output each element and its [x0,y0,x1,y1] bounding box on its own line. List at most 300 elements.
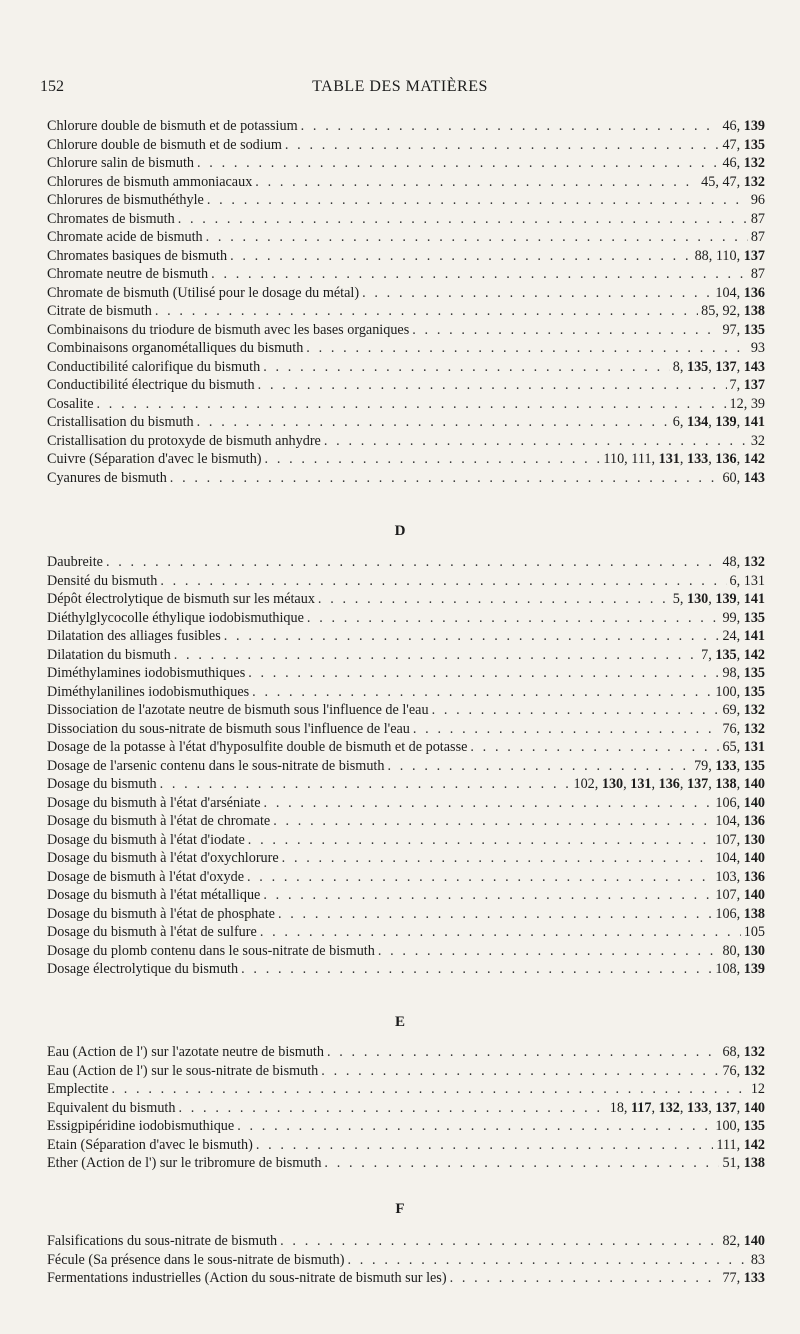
page-ref: 79 [694,757,709,774]
index-term: Ether (Action de l') sur le tribromure de bismuth [47,1155,322,1171]
page-references: 77, 133 [722,1270,765,1286]
index-entry [47,340,765,359]
dot-leader [97,396,727,413]
dot-leader [197,155,719,172]
page-ref: 87 [750,210,765,227]
page-ref: 140 [743,1099,765,1116]
dot-leader [241,961,712,978]
page-ref: 142 [743,646,765,663]
page-ref: 138 [743,1155,765,1171]
page-references: 6, 134, 139, 141 [672,414,765,430]
index-entry [47,174,765,193]
index-term: Chlorure double de bismuth et de sodium [47,136,282,153]
page-references: 8, 135, 137, 143 [672,358,765,375]
index-entry [47,396,765,415]
index-term: Dissociation de l'azotate neutre de bismuth sous l'influence de l'eau [47,702,429,718]
page-references: 108, 139 [715,961,765,977]
index-entry [47,1063,765,1082]
page-references: 104, 140 [715,850,765,866]
page-ref: 140 [743,776,765,792]
index-entry [47,647,765,666]
dot-leader [160,573,726,590]
page-ref: 12 [750,1081,765,1097]
index-term: Dosage du bismuth à l'état de phosphate [47,905,275,922]
page-references: 100, 135 [715,683,765,700]
page-references: 107, 130 [715,831,765,848]
page-ref: 87 [750,266,765,282]
page-ref: 99 [722,609,737,626]
page-ref: 32 [750,432,765,449]
index-entry [47,887,765,906]
index-term: Combinaisons organométalliques du bismuth [47,340,304,356]
page-ref: 82 [722,1233,737,1249]
page-ref: 12 [729,395,744,412]
index-term: Dosage du plomb contenu dans le sous-nitrate de bismuth [47,942,375,959]
dot-leader [307,610,720,627]
dot-leader [282,850,713,867]
index-entry [47,554,765,573]
index-term: Cosalite [47,395,94,412]
page-ref: 141 [743,591,765,607]
index-entry [47,832,765,851]
index-entry [47,721,765,740]
dot-leader [285,137,720,154]
page-ref: 77 [722,1270,737,1286]
index-term: Dépôt électrolytique de bismuth sur les métaux [47,591,315,607]
page-ref: 132 [743,155,765,171]
dot-leader [321,1063,719,1080]
page-ref: 135 [686,358,709,375]
dot-leader [248,665,719,682]
dot-leader [301,118,720,135]
page-ref: 139 [715,591,737,607]
dot-leader [258,377,727,394]
index-entry [47,665,765,684]
page-number: 152 [40,78,64,95]
page-references: 107, 140 [715,887,765,903]
index-term: Etain (Séparation d'avec le bismuth) [47,1136,253,1153]
page-header [0,78,800,100]
index-entry [47,924,765,943]
page-ref: 131 [743,572,765,589]
page-ref: 131 [743,739,765,755]
page-ref: 133 [743,1270,765,1286]
page-ref: 104 [715,813,737,829]
page-ref: 46 [722,118,737,134]
index-term: Dosage du bismuth à l'état de chromate [47,813,271,829]
dot-leader [237,1118,712,1135]
dot-leader [255,174,698,191]
page-ref: 142 [743,451,765,467]
page-ref: 136 [658,776,680,792]
page-ref: 60 [722,469,737,486]
index-entry [47,155,765,174]
page-ref: 139 [743,961,765,977]
page-ref: 143 [743,469,765,486]
page-ref: 137 [715,1099,737,1116]
dot-leader [306,340,748,357]
index-term: Chromates de bismuth [47,210,175,227]
index-entry [47,285,765,304]
dot-leader [278,906,712,923]
dot-leader [263,887,712,904]
index-entry [47,137,765,156]
page-references: 7, 137 [729,377,765,393]
index-term: Fermentations industrielles (Action du sous-nitrate de bismuth sur les) [47,1270,447,1286]
page-ref: 134 [686,414,709,430]
page-ref: 131 [658,451,680,467]
page-references: 110, 111, 131, 133, 136, 142 [603,451,765,467]
dot-leader [160,776,571,793]
page-ref: 135 [743,1118,765,1134]
index-entry [47,1081,765,1100]
page-references: 106, 140 [715,794,765,811]
page-ref: 6 [729,572,737,589]
page-ref: 105 [743,924,765,940]
page-references: 104, 136 [715,813,765,829]
dot-leader [170,470,720,487]
section-e-entries [47,1044,765,1174]
index-entry [47,211,765,230]
index-entry [47,377,765,396]
page-ref: 131 [630,776,652,792]
page-ref: 100 [715,1118,737,1134]
index-term: Dosage du bismuth à l'état d'oxychlorure [47,850,279,866]
dot-leader [111,1081,747,1098]
page-references: 85, 92, 138 [701,303,765,319]
page-ref: 130 [601,776,624,792]
page-ref: 18 [609,1099,624,1116]
index-entry [47,414,765,433]
index-entry [47,1233,765,1252]
index-entry [47,1270,765,1289]
index-term: Dosage électrolytique du bismuth [47,961,239,977]
page-ref: 83 [750,1251,765,1268]
page-references: 104, 136 [715,284,765,301]
page-ref: 138 [743,905,765,922]
page-ref: 139 [743,118,765,134]
dot-leader [324,433,748,450]
page-ref: 133 [715,757,737,774]
page-ref: 65 [722,739,737,755]
index-entry [47,1118,765,1137]
page-references: 103, 136 [715,868,765,885]
index-entry [47,118,765,137]
dot-leader [197,414,670,431]
dot-leader [265,451,601,468]
page-references: 48, 132 [722,554,765,570]
page-references: 24, 141 [722,628,765,644]
page-references: 6, 131 [729,572,765,589]
index-term: Eau (Action de l') sur l'azotate neutre de bismuth [47,1044,324,1060]
dot-leader [412,322,719,339]
page-ref: 110 [715,247,737,264]
index-entry [47,869,765,888]
dot-leader [280,1233,719,1250]
page-ref: 138 [743,303,765,319]
page-ref: 142 [743,1136,765,1153]
page-ref: 88 [694,247,709,264]
index-entry [47,573,765,592]
index-entry [47,1155,765,1174]
index-entry [47,739,765,758]
page-references: 82, 140 [722,1233,765,1249]
page-references: 7, 135, 142 [701,646,765,663]
page-ref: 106 [715,905,737,922]
index-term: Chromate neutre de bismuth [47,266,209,282]
page-ref: 136 [743,284,765,301]
index-entry [47,850,765,869]
index-entry [47,1044,765,1063]
page-ref: 45 [701,173,716,190]
dot-leader [378,943,720,960]
page-ref: 103 [715,868,737,885]
dot-leader [178,211,748,228]
page-ref: 137 [686,776,709,792]
page-ref: 7 [701,646,709,663]
page-ref: 130 [743,831,765,848]
index-term: Densité du bismuth [47,572,158,589]
dot-leader [470,739,719,756]
page-references: 80, 130 [722,942,765,959]
page-references [751,433,765,450]
page-ref: 68 [722,1044,737,1060]
page-references: 69, 132 [722,702,765,718]
page-ref: 93 [750,340,765,356]
page-references [751,211,765,228]
page-ref: 140 [743,794,765,811]
page-ref: 110 [603,451,625,467]
page-references: 88, 110, 137 [694,247,765,264]
dot-leader [252,684,712,701]
index-term: Eau (Action de l') sur le sous-nitrate de bismuth [47,1062,319,1079]
page-ref: 140 [743,887,765,903]
page-references [751,229,765,246]
page-ref: 137 [715,358,737,375]
index-entry [47,229,765,248]
dot-leader [247,869,712,886]
index-entry [47,470,765,489]
page-ref: 135 [743,609,765,626]
index-term: Diméthylamines iodobismuthiques [47,665,246,681]
index-term: Dosage du bismuth à l'état d'arséniate [47,794,261,811]
dot-leader [362,285,712,302]
index-term: Diéthylglycocolle éthylique iodobismuthique [47,609,304,626]
page-references: 18, 117, 132, 133, 137, 140 [609,1099,765,1116]
index-term: Dosage de l'arsenic contenu dans le sous-nitrate de bismuth [47,757,385,774]
page-references: 46, 132 [722,155,765,171]
page-references [751,1252,765,1269]
page-references: 76, 132 [722,1062,765,1079]
dot-leader [318,591,670,608]
page-ref: 107 [715,831,737,848]
page-ref: 8 [672,358,680,375]
index-entry [47,628,765,647]
page-ref: 132 [743,720,765,737]
index-term: Chromates basiques de bismuth [47,247,228,264]
section-letter-d: D [394,523,406,539]
page-ref: 141 [743,414,765,430]
index-entry [47,1100,765,1119]
index-term: Dosage du bismuth à l'état métallique [47,887,261,903]
index-term: Chromate de bismuth (Utilisé pour le dosage du métal) [47,284,360,301]
index-entry [47,906,765,925]
index-term: Fécule (Sa présence dans le sous-nitrate de bismuth) [47,1251,345,1268]
page-ref: 117 [631,1099,652,1116]
index-entry [47,303,765,322]
page-ref: 138 [715,776,737,792]
dot-leader [224,628,720,645]
index-entry [47,776,765,795]
page-ref: 135 [743,665,765,681]
page-ref: 135 [743,683,765,700]
page-references [744,924,765,941]
dot-leader [206,229,748,246]
page-ref: 132 [743,1044,765,1060]
dot-leader [256,1137,714,1154]
index-entry [47,702,765,721]
index-entry [47,1252,765,1271]
index-term: Cristallisation du protoxyde de bismuth anhydre [47,432,321,449]
page-references: 47, 135 [722,136,765,153]
dot-leader [155,303,698,320]
page-ref: 80 [722,942,737,959]
dot-leader [450,1270,720,1287]
page-references: 97, 135 [722,321,765,338]
index-entry [47,758,765,777]
index-term: Dilatation du bismuth [47,646,171,663]
dot-leader [174,647,698,664]
index-entry [47,433,765,452]
page-ref: 48 [722,554,737,570]
section-d-entries [47,554,765,980]
page-references: 45, 47, 132 [701,173,765,190]
dot-leader [273,813,712,830]
page-ref: 137 [743,247,765,264]
section-letter-e: E [394,1014,405,1030]
page-ref: 130 [686,591,709,607]
index-term: Chlorures de bismuthéthyle [47,192,204,208]
page-references [751,192,765,209]
index-entry [47,610,765,629]
page-ref: 139 [715,414,737,430]
page-ref: 141 [743,628,765,644]
page-ref: 132 [743,1062,765,1079]
page-ref: 76 [722,1062,737,1079]
index-entry [47,248,765,267]
page-ref: 132 [743,173,765,190]
page-ref: 132 [743,554,765,570]
index-term: Dissociation du sous-nitrate de bismuth sous l'influence de l'eau [47,720,410,737]
page-ref: 5 [672,591,680,607]
page-ref: 111 [631,451,652,467]
page-ref: 47 [722,173,737,190]
dot-leader [260,924,741,941]
page-ref: 76 [722,720,737,737]
page-ref: 136 [715,451,737,467]
page-references: 60, 143 [722,469,765,486]
page-ref: 135 [743,757,765,774]
dot-leader [106,554,720,571]
page-ref: 97 [722,321,737,338]
page-ref: 46 [722,155,737,171]
dot-leader [327,1044,719,1061]
page-references: 100, 135 [715,1118,765,1134]
page-ref: 69 [722,702,737,718]
dot-leader [387,758,691,775]
index-term: Dosage du bismuth à l'état de sulfure [47,924,257,940]
index-term: Essigpipéridine iodobismuthique [47,1118,235,1134]
index-entry [47,451,765,470]
dot-leader [264,795,713,812]
page-ref: 136 [743,868,765,885]
page-ref: 140 [743,1233,765,1249]
page-references [751,1081,765,1098]
page-references: 5, 130, 139, 141 [672,591,765,607]
page-ref: 133 [686,451,709,467]
index-term: Dilatation des alliages fusibles [47,628,221,644]
page-references [751,266,765,283]
page-references: 12, 39 [729,395,765,412]
page-ref: 104 [715,284,737,301]
dot-leader [347,1252,747,1269]
index-entry [47,266,765,285]
dot-leader [248,832,713,849]
page-references: 68, 132 [722,1044,765,1060]
page-references: 106, 138 [715,905,765,922]
page-ref: 132 [743,702,765,718]
index-term: Cuivre (Séparation d'avec le bismuth) [47,451,262,467]
index-term: Cyanures de bismuth [47,469,167,486]
dot-leader [324,1155,719,1172]
index-term: Chlorure double de bismuth et de potassium [47,118,298,134]
page-ref: 47 [722,136,737,153]
index-entry [47,813,765,832]
page-references: 111, 142 [716,1136,765,1153]
index-entry [47,591,765,610]
page-references: 76, 132 [722,720,765,737]
dot-leader [211,266,748,283]
page-ref: 143 [743,358,765,375]
page-ref: 96 [750,192,765,208]
page-ref: 87 [750,229,765,245]
page-references: 99, 135 [722,609,765,626]
index-term: Dosage du bismuth [47,776,157,792]
section-letter-f: F [395,1201,405,1217]
index-term: Dosage du bismuth à l'état d'iodate [47,831,245,848]
page-ref: 85 [701,303,716,319]
dot-leader [263,359,670,376]
index-term: Emplectite [47,1081,109,1097]
index-term: Equivalent du bismuth [47,1099,176,1116]
index-entry [47,795,765,814]
page-ref: 39 [750,395,765,412]
index-term: Conductibilité électrique du bismuth [47,377,255,393]
section-f-entries [47,1233,765,1289]
index-entry [47,322,765,341]
page-ref: 98 [722,665,737,681]
page-ref: 7 [729,377,737,393]
page-ref: 102 [573,776,595,792]
page-ref: 135 [743,136,765,153]
dot-leader [230,248,691,265]
index-entry [47,192,765,211]
page-ref: 135 [743,321,765,338]
index-entry [47,359,765,378]
page-title: TABLE DES MATIÈRES [312,78,488,95]
index-term: Cristallisation du bismuth [47,414,194,430]
index-term: Daubreite [47,554,103,570]
